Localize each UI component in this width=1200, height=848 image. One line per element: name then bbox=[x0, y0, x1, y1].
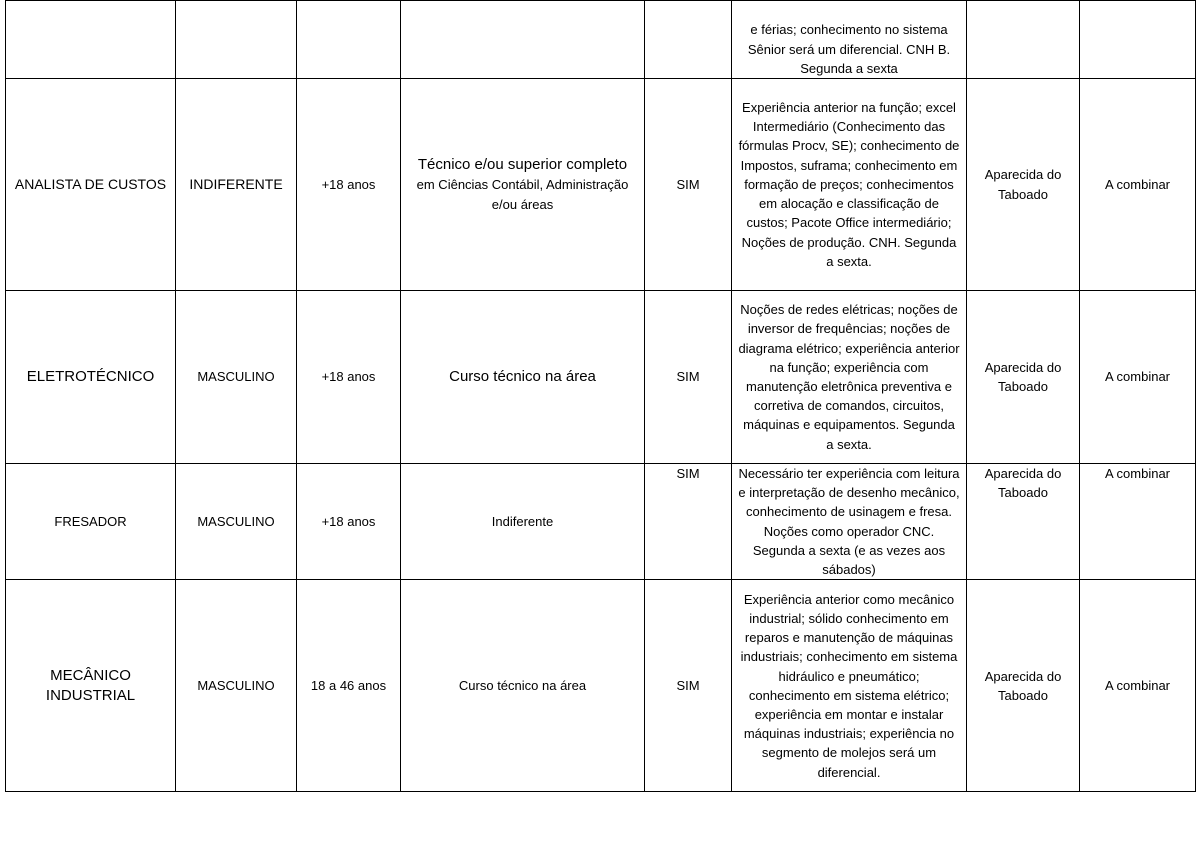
requisitos-cell: e férias; conhecimento no sistema Sênior será um diferencial. CNH B. Segunda a sexta bbox=[732, 1, 967, 79]
salario-cell: A combinar bbox=[1080, 464, 1196, 580]
idade-cell: 18 a 46 anos bbox=[297, 580, 401, 792]
sexo-cell: INDIFERENTE bbox=[176, 79, 297, 291]
sexo-cell: MASCULINO bbox=[176, 580, 297, 792]
sexo-cell: MASCULINO bbox=[176, 464, 297, 580]
idade-cell bbox=[297, 1, 401, 79]
local-cell: Aparecida do Taboado bbox=[967, 580, 1080, 792]
cargo-cell: MECÂNICO INDUSTRIAL bbox=[6, 580, 176, 792]
table-row bbox=[6, 79, 1196, 291]
requisitos-cell: Experiência anterior na função; excel Intermediário (Conhecimento das fórmulas Procv, SE); conhecimento de Impostos, suframa; conhecimento em formação de preços; conhecimentos em alocação e classificação de custos; Pacote Office intermediário; Noções de produção. CNH. Segunda a sexta. bbox=[732, 79, 967, 291]
escolaridade-cell: Indiferente bbox=[401, 464, 645, 580]
local-cell: Aparecida do Taboado bbox=[967, 79, 1080, 291]
salario-cell: A combinar bbox=[1080, 580, 1196, 792]
cnh-cell: SIM bbox=[645, 464, 732, 580]
cargo-cell: FRESADOR bbox=[6, 464, 176, 580]
cnh-cell bbox=[645, 1, 732, 79]
salario-cell: A combinar bbox=[1080, 291, 1196, 464]
table-row bbox=[6, 1, 1196, 79]
table-row bbox=[6, 464, 1196, 580]
local-cell: Aparecida do Taboado bbox=[967, 464, 1080, 580]
escolaridade-line1: Técnico e/ou superior completo bbox=[417, 156, 628, 174]
idade-cell: +18 anos bbox=[297, 464, 401, 580]
local-cell: Aparecida do Taboado bbox=[967, 291, 1080, 464]
table-row bbox=[6, 580, 1196, 792]
cnh-cell: SIM bbox=[645, 79, 732, 291]
sexo-cell bbox=[176, 1, 297, 79]
cnh-cell: SIM bbox=[645, 580, 732, 792]
escolaridade-cell bbox=[401, 79, 645, 291]
cargo-cell: ANALISTA DE CUSTOS bbox=[6, 79, 176, 291]
cnh-cell: SIM bbox=[645, 291, 732, 464]
job-openings-table bbox=[5, 0, 1196, 792]
salario-cell bbox=[1080, 1, 1196, 79]
escolaridade-cell bbox=[401, 1, 645, 79]
local-cell bbox=[967, 1, 1080, 79]
cargo-cell bbox=[6, 1, 176, 79]
requisitos-cell: Noções de redes elétricas; noções de inversor de frequências; noções de diagrama elétrico; experiência anterior na função; experiência com manutenção eletrônica preventiva e corretiva de comandos, circuitos, máquinas e equipamentos. Segunda a sexta. bbox=[732, 291, 967, 464]
escolaridade-cell: Curso técnico na área bbox=[401, 580, 645, 792]
idade-cell: +18 anos bbox=[297, 79, 401, 291]
requisitos-cell: Necessário ter experiência com leitura e interpretação de desenho mecânico, conhecimento de usinagem e fresa. Noções como operador CNC. Segunda a sexta (e as vezes aos sábados) bbox=[732, 464, 967, 580]
requisitos-cell: Experiência anterior como mecânico industrial; sólido conhecimento em reparos e manutenção de máquinas industriais; conhecimento em sistema hidráulico e pneumático; conhecimento em sistema elétrico; experiência em montar e instalar máquinas industriais; experiência no segmento de molejos será um diferencial. bbox=[732, 580, 967, 792]
salario-cell: A combinar bbox=[1080, 79, 1196, 291]
sexo-cell: MASCULINO bbox=[176, 291, 297, 464]
idade-cell: +18 anos bbox=[297, 291, 401, 464]
escolaridade-cell: Curso técnico na área bbox=[401, 291, 645, 464]
escolaridade-line2: em Ciências Contábil, Administração e/ou áreas bbox=[416, 177, 629, 212]
table-row bbox=[6, 291, 1196, 464]
cargo-cell: ELETROTÉCNICO bbox=[6, 291, 176, 464]
